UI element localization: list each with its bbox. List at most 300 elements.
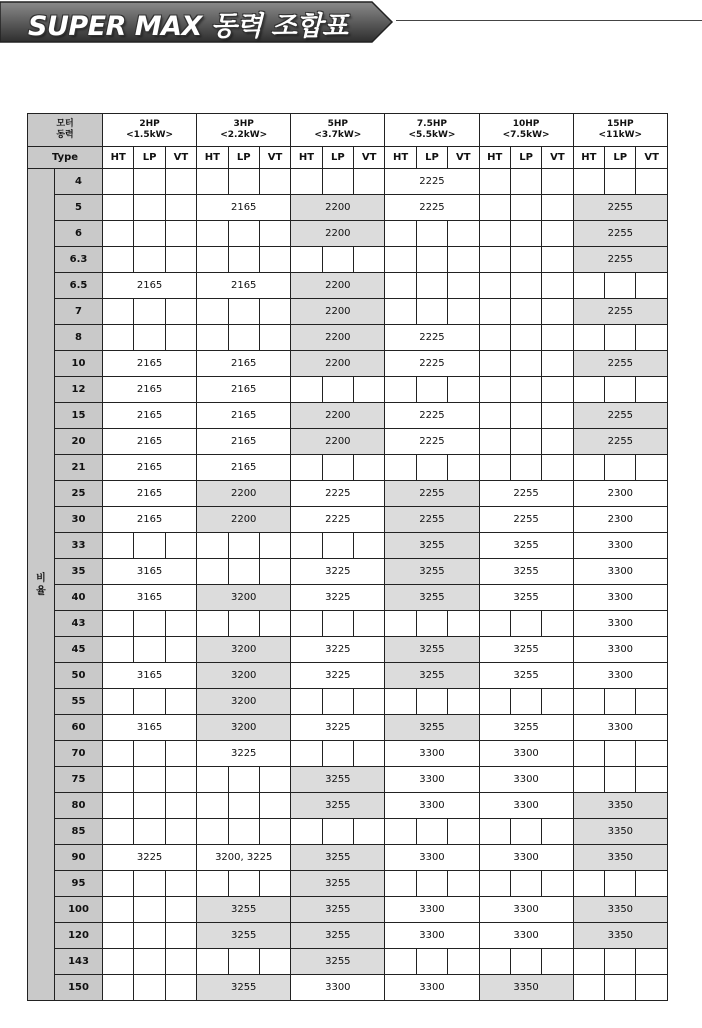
power-header	[385, 114, 479, 147]
empty-cell	[103, 949, 134, 975]
empty-cell	[197, 559, 228, 585]
model-cell: 3300	[291, 975, 385, 1001]
empty-cell	[165, 611, 196, 637]
power-kw: <11kW>	[598, 130, 643, 140]
empty-cell	[259, 533, 290, 559]
table-row	[28, 871, 668, 897]
empty-cell	[134, 689, 165, 715]
empty-cell	[573, 767, 604, 793]
ratio-cell: 10	[55, 351, 103, 377]
empty-cell	[134, 611, 165, 637]
table-row	[28, 611, 668, 637]
empty-cell	[479, 169, 510, 195]
model-cell: 3255	[385, 533, 479, 559]
empty-cell	[259, 949, 290, 975]
table-row	[28, 715, 668, 741]
empty-cell	[165, 533, 196, 559]
model-cell: 3300	[479, 767, 573, 793]
model-cell: 3300	[479, 845, 573, 871]
model-cell: 2165	[197, 351, 291, 377]
model-cell: 2300	[573, 507, 667, 533]
empty-cell	[542, 403, 573, 429]
model-cell: 2165	[103, 429, 197, 455]
table-row	[28, 169, 668, 195]
empty-cell	[165, 689, 196, 715]
empty-cell	[228, 611, 259, 637]
model-cell: 3255	[197, 897, 291, 923]
model-cell: 2200	[291, 273, 385, 299]
model-cell: 2200	[291, 195, 385, 221]
table-row	[28, 195, 668, 221]
empty-cell	[103, 325, 134, 351]
table-row	[28, 949, 668, 975]
empty-cell	[134, 923, 165, 949]
model-cell: 3255	[291, 949, 385, 975]
empty-cell	[291, 377, 322, 403]
empty-cell	[322, 455, 353, 481]
empty-cell	[103, 637, 134, 663]
empty-cell	[134, 169, 165, 195]
model-cell: 3225	[291, 637, 385, 663]
type-column-header: VT	[448, 147, 479, 169]
empty-cell	[542, 819, 573, 845]
header-rule	[396, 20, 702, 21]
model-cell: 3255	[479, 585, 573, 611]
empty-cell	[103, 221, 134, 247]
ratio-cell: 70	[55, 741, 103, 767]
ratio-cell: 85	[55, 819, 103, 845]
ratio-cell: 6.3	[55, 247, 103, 273]
empty-cell	[479, 195, 510, 221]
model-cell: 3225	[103, 845, 197, 871]
empty-cell	[542, 273, 573, 299]
empty-cell	[542, 377, 573, 403]
ratio-cell: 21	[55, 455, 103, 481]
empty-cell	[510, 819, 541, 845]
table-row	[28, 403, 668, 429]
empty-cell	[197, 767, 228, 793]
model-cell: 3255	[291, 897, 385, 923]
empty-cell	[510, 221, 541, 247]
empty-cell	[385, 299, 416, 325]
empty-cell	[103, 975, 134, 1001]
type-column-header: VT	[636, 147, 668, 169]
model-cell: 2255	[573, 429, 667, 455]
power-kw: <2.2kW>	[220, 130, 268, 140]
model-cell: 3300	[385, 897, 479, 923]
empty-cell	[322, 169, 353, 195]
empty-cell	[385, 949, 416, 975]
empty-cell	[291, 533, 322, 559]
empty-cell	[165, 767, 196, 793]
empty-cell	[385, 689, 416, 715]
empty-cell	[322, 533, 353, 559]
empty-cell	[165, 975, 196, 1001]
ratio-cell: 30	[55, 507, 103, 533]
power-header	[291, 114, 385, 147]
empty-cell	[103, 871, 134, 897]
table-row	[28, 975, 668, 1001]
power-hp: 15HP	[606, 119, 634, 129]
empty-cell	[134, 637, 165, 663]
empty-cell	[228, 559, 259, 585]
empty-cell	[291, 455, 322, 481]
model-cell: 2165	[103, 507, 197, 533]
model-cell: 2225	[385, 169, 479, 195]
power-hp: 10HP	[512, 119, 540, 129]
model-cell: 2200	[291, 299, 385, 325]
empty-cell	[228, 169, 259, 195]
empty-cell	[605, 169, 636, 195]
empty-cell	[197, 533, 228, 559]
type-column-header: VT	[165, 147, 196, 169]
empty-cell	[103, 793, 134, 819]
empty-cell	[605, 767, 636, 793]
model-cell: 3225	[197, 741, 291, 767]
table-row	[28, 585, 668, 611]
motor-header-line1: 모터	[56, 119, 74, 129]
model-cell: 3200	[197, 689, 291, 715]
model-cell: 2255	[385, 507, 479, 533]
motor-header-line2: 동력	[56, 130, 74, 140]
empty-cell	[510, 429, 541, 455]
title-banner	[0, 0, 396, 44]
motor-power-header	[28, 114, 103, 147]
empty-cell	[542, 299, 573, 325]
model-cell: 3300	[479, 897, 573, 923]
empty-cell	[510, 689, 541, 715]
table-row	[28, 897, 668, 923]
model-cell: 2255	[479, 481, 573, 507]
empty-cell	[479, 247, 510, 273]
model-cell: 2255	[573, 403, 667, 429]
empty-cell	[197, 299, 228, 325]
empty-cell	[354, 689, 385, 715]
ratio-cell: 25	[55, 481, 103, 507]
ratio-cell: 50	[55, 663, 103, 689]
model-cell: 3300	[573, 533, 667, 559]
power-hp: 2HP	[139, 119, 160, 129]
empty-cell	[385, 377, 416, 403]
empty-cell	[165, 793, 196, 819]
side-label-char: 비	[36, 572, 46, 584]
model-cell: 3255	[479, 715, 573, 741]
power-header	[103, 114, 197, 147]
empty-cell	[197, 819, 228, 845]
empty-cell	[636, 325, 668, 351]
model-cell: 3300	[385, 845, 479, 871]
empty-cell	[103, 169, 134, 195]
model-cell: 2200	[291, 429, 385, 455]
empty-cell	[322, 819, 353, 845]
empty-cell	[259, 299, 290, 325]
empty-cell	[479, 377, 510, 403]
ratio-cell: 4	[55, 169, 103, 195]
table-row	[28, 299, 668, 325]
model-cell: 3300	[573, 715, 667, 741]
empty-cell	[479, 949, 510, 975]
empty-cell	[354, 533, 385, 559]
table-row	[28, 767, 668, 793]
model-cell: 2165	[197, 429, 291, 455]
power-hp: 7.5HP	[416, 119, 447, 129]
empty-cell	[197, 325, 228, 351]
model-cell: 3300	[479, 793, 573, 819]
empty-cell	[510, 871, 541, 897]
ratio-cell: 45	[55, 637, 103, 663]
model-cell: 2165	[103, 481, 197, 507]
model-cell: 3200	[197, 715, 291, 741]
empty-cell	[228, 949, 259, 975]
empty-cell	[134, 533, 165, 559]
empty-cell	[416, 221, 447, 247]
empty-cell	[259, 871, 290, 897]
model-cell: 3200, 3225	[197, 845, 291, 871]
empty-cell	[479, 351, 510, 377]
model-cell: 2165	[197, 273, 291, 299]
model-cell: 3165	[103, 559, 197, 585]
empty-cell	[573, 325, 604, 351]
empty-cell	[354, 377, 385, 403]
empty-cell	[197, 793, 228, 819]
ratio-cell: 6	[55, 221, 103, 247]
empty-cell	[448, 273, 479, 299]
empty-cell	[510, 169, 541, 195]
model-cell: 2225	[291, 507, 385, 533]
empty-cell	[165, 169, 196, 195]
empty-cell	[542, 455, 573, 481]
ratio-cell: 35	[55, 559, 103, 585]
empty-cell	[573, 689, 604, 715]
empty-cell	[510, 611, 541, 637]
empty-cell	[542, 325, 573, 351]
model-cell: 3300	[573, 611, 667, 637]
side-label-char: 율	[36, 585, 46, 597]
model-cell: 3225	[291, 663, 385, 689]
empty-cell	[636, 377, 668, 403]
empty-cell	[542, 689, 573, 715]
model-cell: 2225	[385, 403, 479, 429]
power-kw: <7.5kW>	[502, 130, 550, 140]
empty-cell	[165, 325, 196, 351]
empty-cell	[542, 169, 573, 195]
empty-cell	[165, 637, 196, 663]
empty-cell	[510, 247, 541, 273]
empty-cell	[165, 299, 196, 325]
empty-cell	[291, 611, 322, 637]
model-cell: 3300	[573, 637, 667, 663]
type-column-header: HT	[291, 147, 322, 169]
type-column-header: VT	[354, 147, 385, 169]
model-cell: 3200	[197, 585, 291, 611]
empty-cell	[134, 325, 165, 351]
empty-cell	[103, 247, 134, 273]
empty-cell	[605, 377, 636, 403]
empty-cell	[322, 611, 353, 637]
empty-cell	[542, 247, 573, 273]
empty-cell	[385, 273, 416, 299]
model-cell: 2165	[103, 351, 197, 377]
empty-cell	[134, 949, 165, 975]
model-cell: 3350	[573, 819, 667, 845]
model-cell: 3255	[291, 767, 385, 793]
empty-cell	[385, 455, 416, 481]
empty-cell	[636, 949, 668, 975]
power-kw: <3.7kW>	[314, 130, 362, 140]
empty-cell	[416, 611, 447, 637]
model-cell: 3165	[103, 715, 197, 741]
ratio-cell: 5	[55, 195, 103, 221]
empty-cell	[636, 767, 668, 793]
empty-cell	[542, 351, 573, 377]
model-cell: 3300	[479, 741, 573, 767]
empty-cell	[259, 819, 290, 845]
table-row	[28, 351, 668, 377]
model-cell: 3255	[385, 715, 479, 741]
table-row	[28, 429, 668, 455]
empty-cell	[165, 949, 196, 975]
empty-cell	[228, 793, 259, 819]
empty-cell	[354, 169, 385, 195]
model-cell: 2165	[103, 273, 197, 299]
table-row	[28, 663, 668, 689]
ratio-cell: 15	[55, 403, 103, 429]
type-column-header: HT	[103, 147, 134, 169]
empty-cell	[605, 325, 636, 351]
empty-cell	[165, 923, 196, 949]
empty-cell	[103, 689, 134, 715]
model-cell: 2165	[103, 403, 197, 429]
empty-cell	[134, 819, 165, 845]
type-column-header: VT	[259, 147, 290, 169]
type-header: Type	[28, 147, 103, 169]
ratio-cell: 55	[55, 689, 103, 715]
model-cell: 2255	[573, 247, 667, 273]
ratio-cell: 143	[55, 949, 103, 975]
empty-cell	[197, 221, 228, 247]
empty-cell	[605, 949, 636, 975]
ratio-cell: 90	[55, 845, 103, 871]
ratio-cell: 43	[55, 611, 103, 637]
empty-cell	[636, 169, 668, 195]
empty-cell	[573, 871, 604, 897]
empty-cell	[573, 975, 604, 1001]
model-cell: 3300	[573, 559, 667, 585]
empty-cell	[134, 871, 165, 897]
empty-cell	[354, 247, 385, 273]
empty-cell	[197, 871, 228, 897]
empty-cell	[165, 741, 196, 767]
empty-cell	[228, 221, 259, 247]
model-cell: 2200	[291, 325, 385, 351]
power-kw: <5.5kW>	[408, 130, 456, 140]
empty-cell	[165, 819, 196, 845]
type-column-header: LP	[228, 147, 259, 169]
empty-cell	[228, 871, 259, 897]
empty-cell	[228, 299, 259, 325]
power-header	[479, 114, 573, 147]
empty-cell	[354, 455, 385, 481]
ratio-cell: 75	[55, 767, 103, 793]
empty-cell	[479, 871, 510, 897]
empty-cell	[416, 819, 447, 845]
ratio-cell: 150	[55, 975, 103, 1001]
empty-cell	[542, 221, 573, 247]
empty-cell	[197, 611, 228, 637]
empty-cell	[573, 455, 604, 481]
model-cell: 2200	[291, 351, 385, 377]
table-row	[28, 923, 668, 949]
empty-cell	[322, 689, 353, 715]
empty-cell	[636, 741, 668, 767]
model-cell: 3225	[291, 715, 385, 741]
ratio-cell: 80	[55, 793, 103, 819]
model-cell: 3255	[385, 559, 479, 585]
empty-cell	[134, 897, 165, 923]
model-cell: 2225	[385, 195, 479, 221]
model-cell: 2165	[197, 377, 291, 403]
model-cell: 3225	[291, 559, 385, 585]
model-cell: 3300	[385, 741, 479, 767]
model-cell: 2225	[385, 325, 479, 351]
empty-cell	[510, 273, 541, 299]
empty-cell	[416, 689, 447, 715]
empty-cell	[228, 819, 259, 845]
empty-cell	[448, 871, 479, 897]
table-row	[28, 481, 668, 507]
type-column-header: LP	[134, 147, 165, 169]
model-cell: 3255	[385, 663, 479, 689]
empty-cell	[197, 169, 228, 195]
empty-cell	[259, 793, 290, 819]
model-cell: 3255	[479, 533, 573, 559]
type-column-header: LP	[322, 147, 353, 169]
empty-cell	[134, 741, 165, 767]
type-column-header: VT	[542, 147, 573, 169]
empty-cell	[165, 247, 196, 273]
empty-cell	[385, 247, 416, 273]
empty-cell	[542, 429, 573, 455]
model-cell: 3350	[573, 793, 667, 819]
model-cell: 3300	[573, 663, 667, 689]
model-cell: 3300	[479, 923, 573, 949]
ratio-cell: 7	[55, 299, 103, 325]
power-kw: <1.5kW>	[126, 130, 174, 140]
empty-cell	[510, 325, 541, 351]
empty-cell	[636, 689, 668, 715]
ratio-cell: 40	[55, 585, 103, 611]
empty-cell	[354, 819, 385, 845]
model-cell: 3255	[291, 793, 385, 819]
model-cell: 3350	[479, 975, 573, 1001]
empty-cell	[448, 689, 479, 715]
empty-cell	[542, 871, 573, 897]
power-header	[573, 114, 667, 147]
table-row	[28, 507, 668, 533]
empty-cell	[479, 221, 510, 247]
type-column-header: LP	[605, 147, 636, 169]
empty-cell	[291, 689, 322, 715]
power-hp: 5HP	[327, 119, 349, 129]
empty-cell	[291, 741, 322, 767]
type-column-header: HT	[479, 147, 510, 169]
empty-cell	[103, 299, 134, 325]
model-cell: 3300	[385, 923, 479, 949]
empty-cell	[322, 741, 353, 767]
empty-cell	[322, 377, 353, 403]
empty-cell	[510, 299, 541, 325]
ratio-cell: 95	[55, 871, 103, 897]
